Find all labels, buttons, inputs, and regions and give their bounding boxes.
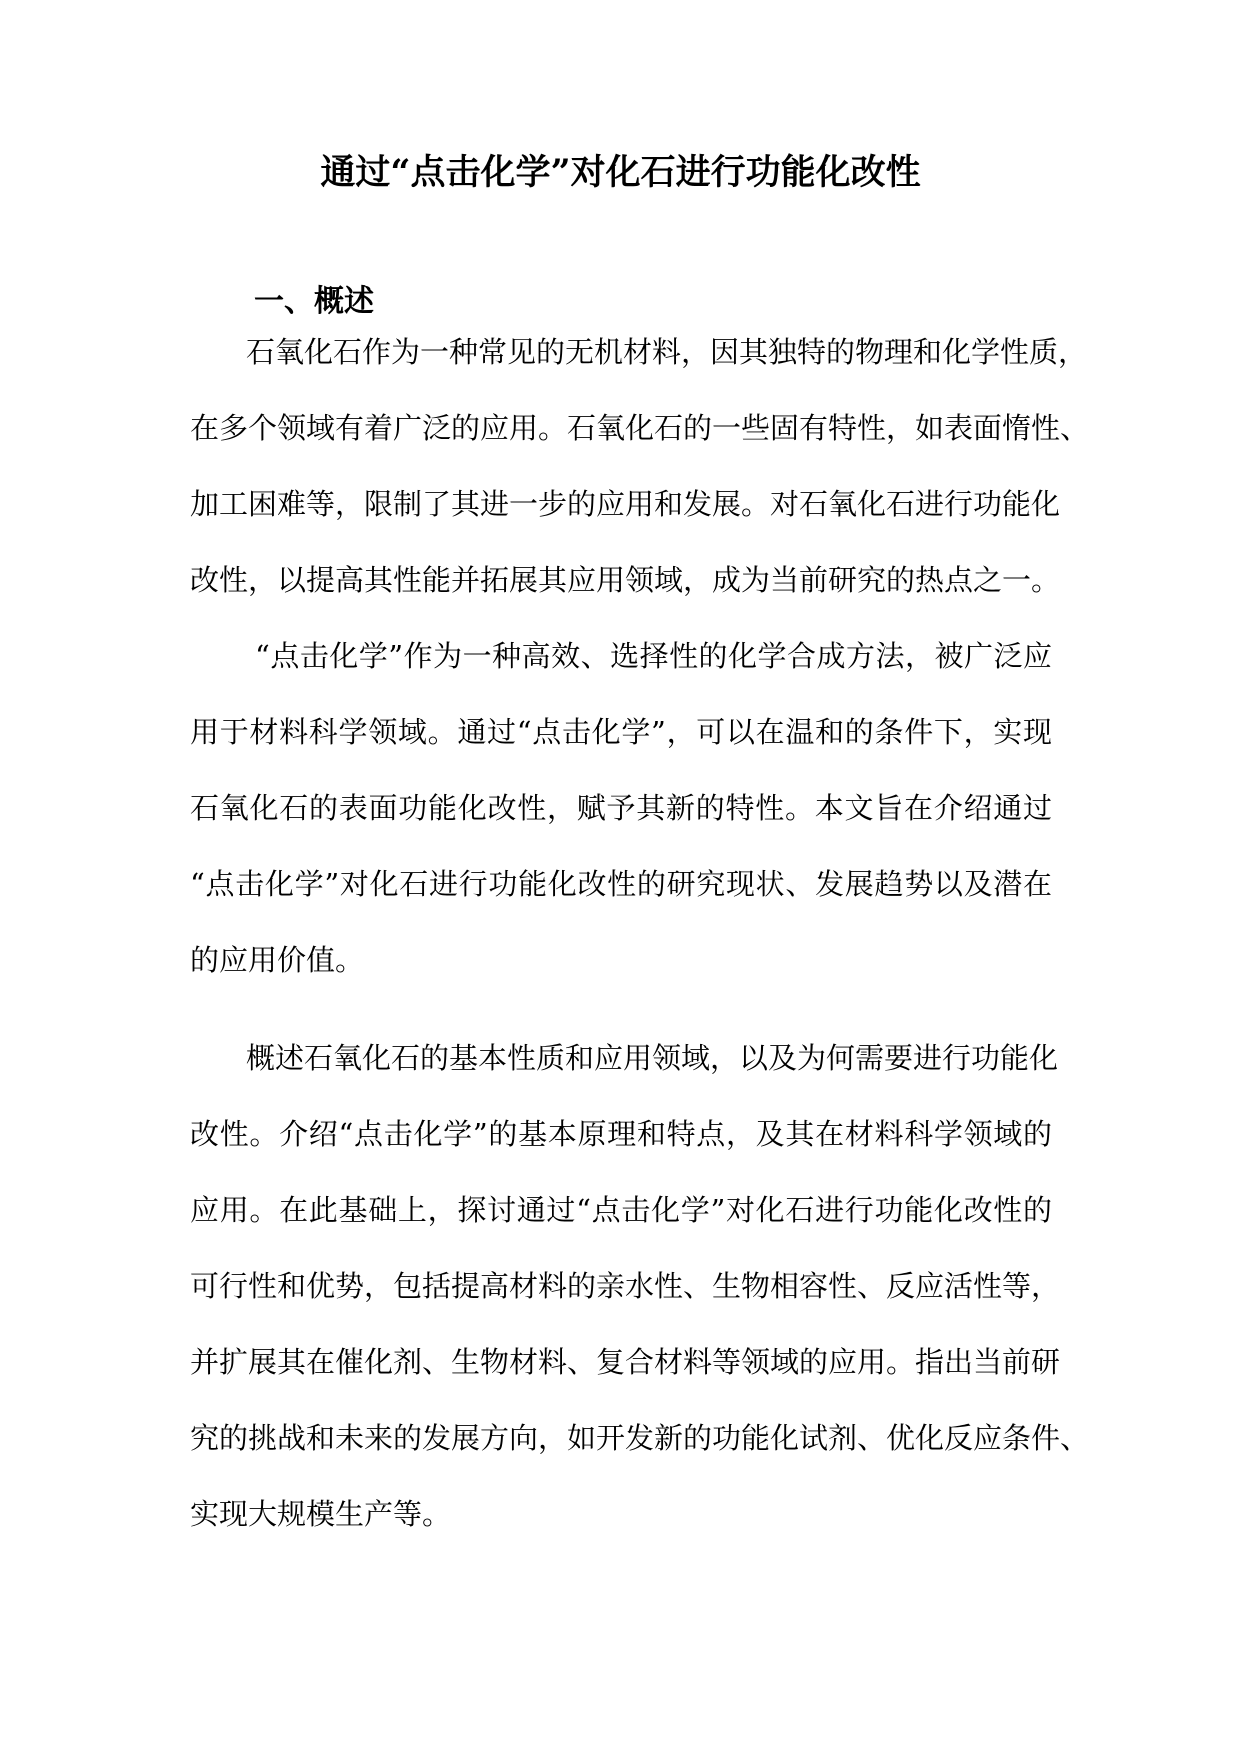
document-title: 通过“点击化学”对化石进行功能化改性 <box>320 152 921 193</box>
paragraph-2-line-5: 的应用价值。 <box>190 943 365 977</box>
paragraph-2-line-1: “点击化学”作为一种高效、选择性的化学合成方法，被广泛应 <box>255 639 1052 673</box>
paragraph-3-line-6: 究的挑战和未来的发展方向，如开发新的功能化试剂、优化反应条件、 <box>190 1421 1090 1455</box>
paragraph-1-line-4: 改性，以提高其性能并拓展其应用领域，成为当前研究的热点之一。 <box>190 563 1061 597</box>
paragraph-3-line-1: 概述石氧化石的基本性质和应用领域，以及为何需要进行功能化 <box>246 1041 1059 1075</box>
paragraph-1-line-3: 加工困难等，限制了其进一步的应用和发展。对石氧化石进行功能化 <box>190 487 1061 521</box>
paragraph-3-line-2: 改性。介绍“点击化学”的基本原理和特点，及其在材料科学领域的 <box>190 1117 1052 1151</box>
section-heading: 一、概述 <box>254 284 374 319</box>
paragraph-3-line-3: 应用。在此基础上，探讨通过“点击化学”对化石进行功能化改性的 <box>190 1193 1052 1227</box>
paragraph-1-line-2: 在多个领域有着广泛的应用。石氧化石的一些固有特性，如表面惰性、 <box>190 411 1090 445</box>
paragraph-2-line-3: 石氧化石的表面功能化改性，赋予其新的特性。本文旨在介绍通过 <box>190 791 1052 825</box>
paragraph-2-line-4: “点击化学”对化石进行功能化改性的研究现状、发展趋势以及潜在 <box>190 867 1052 901</box>
paragraph-3-line-4: 可行性和优势，包括提高材料的亲水性、生物相容性、反应活性等， <box>190 1269 1061 1303</box>
paragraph-2-line-2: 用于材料科学领域。通过“点击化学”，可以在温和的条件下，实现 <box>190 715 1052 749</box>
paragraph-3-line-5: 并扩展其在催化剂、生物材料、复合材料等领域的应用。指出当前研 <box>190 1345 1061 1379</box>
paragraph-3-line-7: 实现大规模生产等。 <box>190 1497 452 1531</box>
paragraph-1-line-1: 石氧化石作为一种常见的无机材料，因其独特的物理和化学性质， <box>246 335 1088 369</box>
